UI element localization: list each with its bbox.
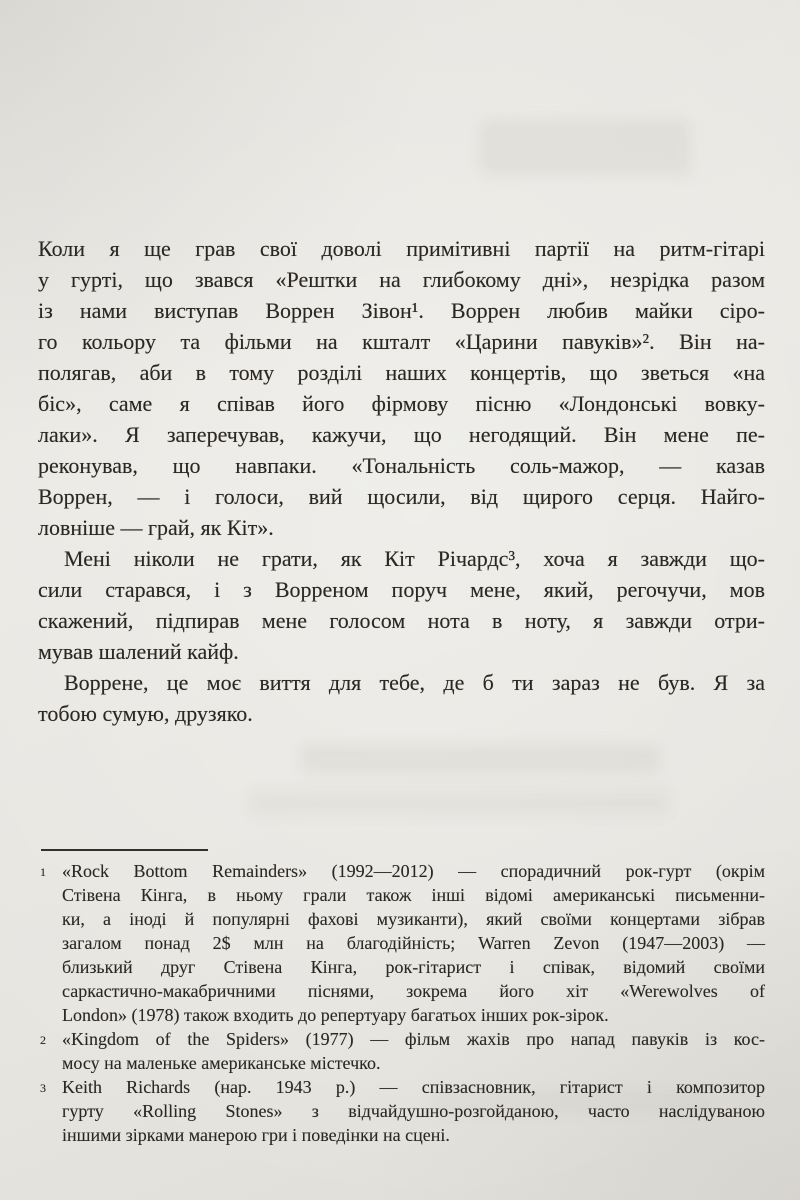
footnote-line: гурту «Rolling Stones» з відчайдушно-розгойданою, часто наслідуваною: [62, 1101, 765, 1121]
text-line: мував шалений кайф.: [38, 639, 239, 664]
footnote-text: [62, 1075, 765, 1147]
text-line: тобою сумую, друзяко.: [38, 701, 253, 726]
footnote-line: ки, а іноді й популярні фахові музиканти), який своїми концертами зібрав: [62, 909, 765, 929]
footnote-marker: 3: [40, 1081, 46, 1095]
footnote-line: «Kingdom of the Spiders» (1977) — фільм жахів про напад павуків із кос-: [62, 1029, 765, 1049]
text-line: скажений, підпирав мене голосом нота в ноту, я завжди отри-: [38, 608, 765, 633]
footnote: [38, 859, 765, 1027]
text-line: полягав, аби в тому розділі наших концертів, що зветься «на: [38, 360, 765, 385]
text-line: біс», саме я співав його фірмову пісню «Лондонські вовку-: [38, 391, 765, 416]
text-line: Мені ніколи не грати, як Кіт Річардс³, хоча я завжди що-: [64, 546, 765, 571]
footnote-line: саркастично-макабричними піснями, зокрема його хіт «Werewolves of: [62, 981, 765, 1001]
text-line: ловніше — грай, як Кіт».: [38, 515, 274, 540]
footnote-text: [62, 1027, 765, 1075]
bleed-through-smudge: [300, 745, 660, 773]
footnote-line: іншими зірками манерою гри і поведінки на сцені.: [62, 1125, 450, 1145]
footnote-text: [62, 859, 765, 1027]
footnote: [38, 1075, 765, 1147]
footnote: [38, 1027, 765, 1075]
footnote-line: London» (1978) також входить до репертуару багатьох інших рок-зірок.: [62, 1005, 609, 1025]
text-line: Воррене, це моє виття для тебе, де б ти зараз не був. Я за: [64, 670, 765, 695]
text-line: Воррен, — і голоси, вий щосили, від щирого серця. Найго-: [38, 484, 765, 509]
text-line: лаки». Я заперечував, кажучи, що негодящий. Він мене пе-: [38, 422, 765, 447]
text-line: у гурті, що звався «Рештки на глибокому дні», незрідка разом: [38, 267, 765, 292]
text-line: реконував, що навпаки. «Тональність соль-мажор, — казав: [38, 453, 765, 478]
footnote-separator: [41, 849, 208, 851]
footnote-line: близький друг Стівена Кінга, рок-гітарист і співак, відомий своїми: [62, 957, 765, 977]
footnote-line: загалом понад 2$ млн на благодійність; Warren Zevon (1947—2003) —: [62, 933, 765, 953]
footnotes: [38, 859, 765, 1147]
bleed-through-smudge: [250, 790, 670, 816]
text-line: го кольору та фільми на кшталт «Царини павуків»². Він на-: [38, 329, 765, 354]
paragraph: [38, 543, 765, 667]
footnote-line: «Rock Bottom Remainders» (1992—2012) — спорадичний рок-гурт (окрім: [62, 861, 765, 881]
footnote-line: мосу на маленьке американське містечко.: [62, 1053, 381, 1073]
text-line: Коли я ще грав свої доволі примітивні партії на ритм-гітарі: [38, 236, 765, 261]
paragraph: [38, 233, 765, 543]
text-line: сили старався, і з Ворреном поруч мене, який, регочучи, мов: [38, 577, 765, 602]
footnote-marker: 1: [40, 865, 46, 879]
footnote-line: Стівена Кінга, в ньому грали також інші відомі американські письменни-: [62, 885, 765, 905]
text-line: із нами виступав Воррен Зівон¹. Воррен любив майки сіро-: [38, 298, 765, 323]
bleed-through-smudge: [480, 120, 690, 175]
footnote-line: Keith Richards (нар. 1943 р.) — співзасновник, гітарист і композитор: [62, 1077, 765, 1097]
body-text: [38, 233, 765, 729]
paragraph: [38, 667, 765, 729]
footnote-marker: 2: [40, 1033, 46, 1047]
